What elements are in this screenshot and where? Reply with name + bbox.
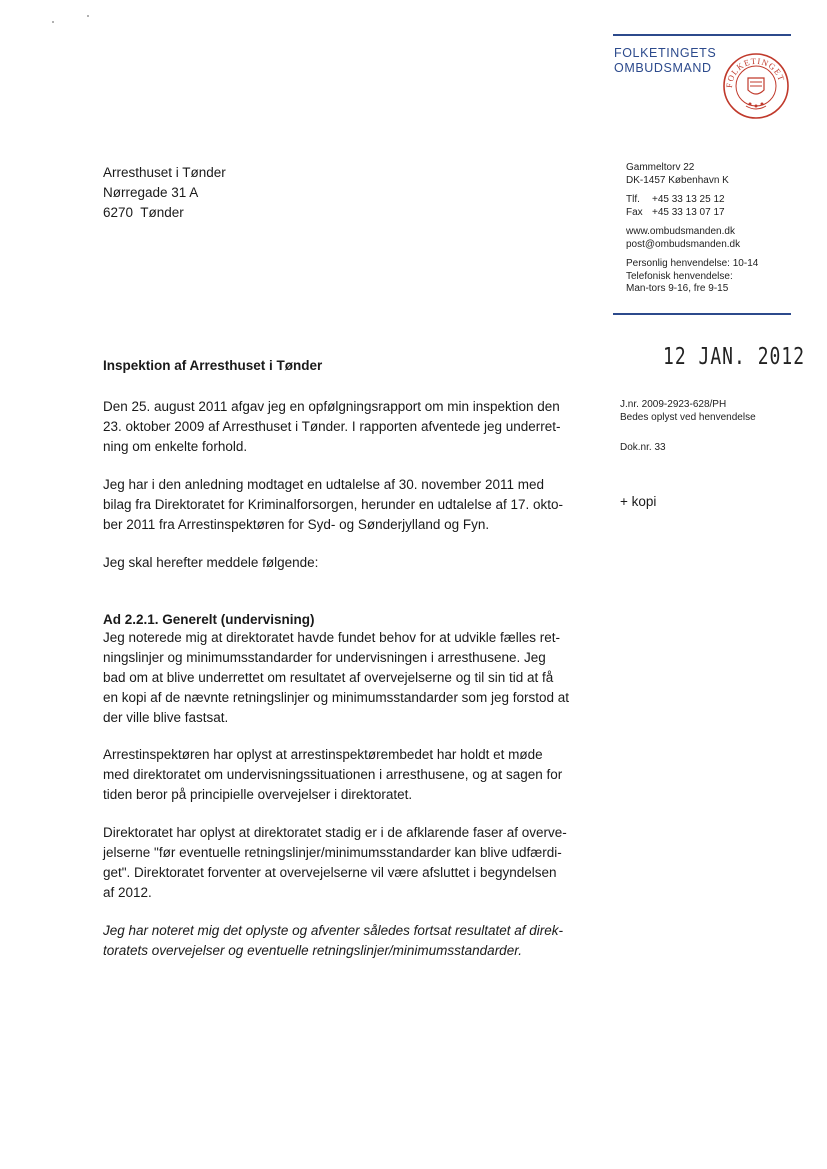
text-line: Arrestinspektøren har oplyst at arrestinspektørembedet har holdt et møde xyxy=(103,747,543,762)
text-line: Direktoratet har oplyst at direktoratet stadig er i de afklarende faser af overve- xyxy=(103,825,567,840)
reference-block xyxy=(620,398,756,424)
reference-note: Bedes oplyst ved henvendelse xyxy=(620,412,756,423)
fax-number: +45 33 13 07 17 xyxy=(652,206,725,218)
text-line: Jeg har noteret mig det oplyste og afventer således fortsat resultatet af direk- xyxy=(103,923,563,938)
text-line: ning om enkelte forhold. xyxy=(103,439,248,454)
paragraph-3 xyxy=(103,553,598,573)
hours-personal: Personlig henvendelse: 10-14 xyxy=(626,258,759,269)
email: post@ombudsmanden.dk xyxy=(626,238,741,250)
recipient-address xyxy=(103,163,226,223)
paragraph-4 xyxy=(103,628,598,728)
recipient-street: Nørregade 31 A xyxy=(103,185,199,200)
text-line: 23. oktober 2009 af Arresthuset i Tønder. I rapporten afventede jeg underret- xyxy=(103,419,561,434)
recipient-name: Arresthuset i Tønder xyxy=(103,165,226,180)
scan-speck xyxy=(87,15,89,17)
text-line: der ville blive fastsat. xyxy=(103,710,229,725)
svg-text:FOLKETINGET xyxy=(724,56,787,88)
section-heading: Ad 2.2.1. Generelt (undervisning) xyxy=(103,612,315,627)
paragraph-2 xyxy=(103,475,598,535)
date-stamp: 12 JAN. 2012 xyxy=(663,343,806,371)
fax-row xyxy=(626,207,758,220)
text-line: Den 25. august 2011 afgav jeg en opfølgningsrapport om min inspektion den xyxy=(103,399,560,414)
brand-line-1: FOLKETINGETS xyxy=(614,46,717,60)
sender-address-line1: Gammeltorv 22 xyxy=(626,162,695,173)
text-line: med direktoratet om undervisningssituationen i arresthusene, og at sagen for xyxy=(103,767,563,782)
paragraph-7-conclusion xyxy=(103,921,598,961)
text-line: Jeg skal herefter meddele følgende: xyxy=(103,555,319,570)
website: www.ombudsmanden.dk xyxy=(626,226,735,237)
paragraph-5 xyxy=(103,745,598,805)
letter-subject: Inspektion af Arresthuset i Tønder xyxy=(103,358,323,373)
fax-label: Fax xyxy=(626,206,643,218)
journal-number: J.nr. 2009-2923-628/PH xyxy=(620,399,727,410)
text-line: jelserne "før eventuelle retningslinjer/minimumsstandarder kan blive udfærdi- xyxy=(103,845,562,860)
text-line: tiden beror på principielle overvejelser i direktoratet. xyxy=(103,787,413,802)
hours-phone-label: Telefonisk henvendelse: xyxy=(626,270,733,282)
text-line: af 2012. xyxy=(103,885,152,900)
brand-line-2: OMBUDSMAND xyxy=(614,61,712,75)
recipient-city: 6270 Tønder xyxy=(103,205,184,220)
copy-note: + kopi xyxy=(620,494,657,509)
text-line: toratets overvejelser og eventuelle retningslinjer/minimumsstandarder. xyxy=(103,943,522,958)
text-line: Jeg har i den anledning modtaget en udtalelse af 30. november 2011 med xyxy=(103,477,545,492)
sender-address-line2: DK-1457 København K xyxy=(626,174,729,186)
header-bottom-rule xyxy=(613,313,791,315)
paragraph-1 xyxy=(103,397,598,457)
document-number: Dok.nr. 33 xyxy=(620,442,666,453)
parliament-seal-logo xyxy=(722,52,790,120)
institution-name xyxy=(614,46,716,76)
paragraph-6 xyxy=(103,823,598,903)
text-line: ningslinjer og minimumsstandarder for undervisningen i arresthusene. Jeg xyxy=(103,650,546,665)
text-line: get". Direktoratet forventer at overvejelserne vil være afsluttet i begyndelsen xyxy=(103,865,557,880)
sender-contact-block xyxy=(626,162,758,303)
seal-lettering: FOLKETINGET xyxy=(723,55,787,89)
text-line: en kopi af de nævnte retningslinjer og minimumsstandarder som jeg forstod at xyxy=(103,690,569,705)
text-line: Jeg noterede mig at direktoratet havde fundet behov for at udvikle fælles ret- xyxy=(103,630,561,645)
phone-label: Tlf. xyxy=(626,194,640,205)
hours-phone: Man-tors 9-16, fre 9-15 xyxy=(626,283,729,294)
phone-row xyxy=(626,194,758,207)
text-line: bad om at blive underrettet om resultatet af overvejelserne og til sin tid at få xyxy=(103,670,554,685)
text-line: ber 2011 fra Arrestinspektøren for Syd- og Sønderjylland og Fyn. xyxy=(103,517,490,532)
scan-speck xyxy=(52,21,54,23)
text-line: bilag fra Direktoratet for Kriminalforsorgen, herunder en udtalelse af 17. okto- xyxy=(103,497,563,512)
header-top-rule xyxy=(613,34,791,36)
phone-number: +45 33 13 25 12 xyxy=(652,194,725,205)
